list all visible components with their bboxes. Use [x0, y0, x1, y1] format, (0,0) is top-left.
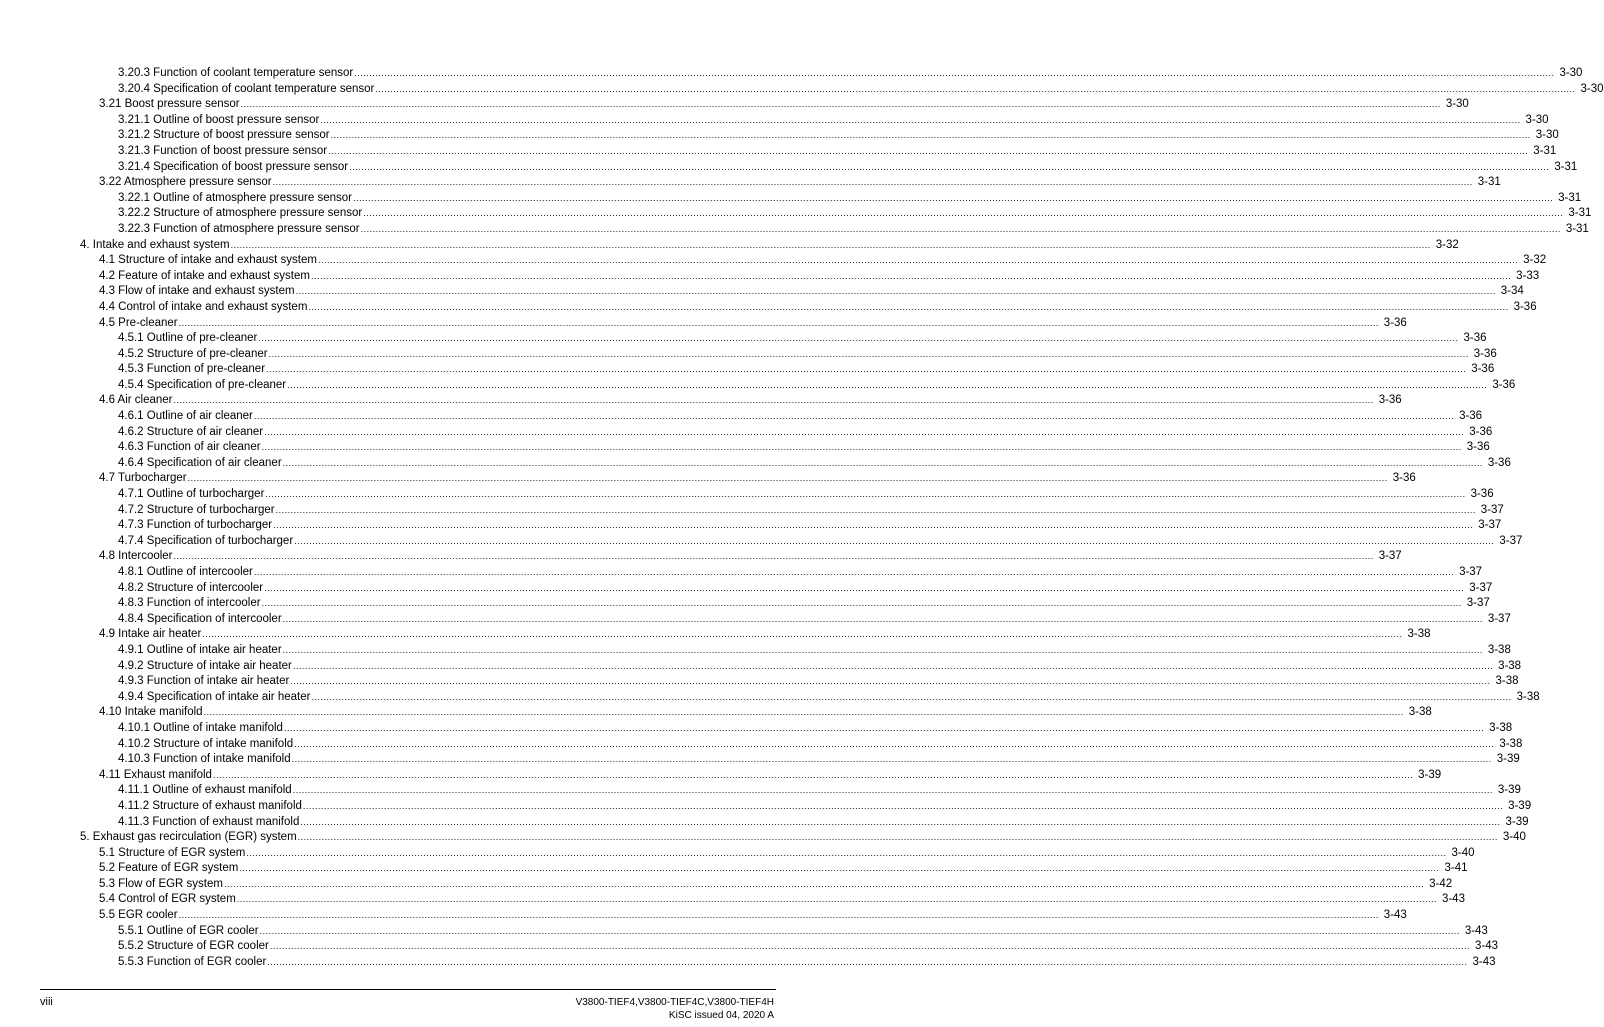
- toc-entry-title: 5.5 EGR cooler: [99, 909, 178, 922]
- toc-dot-leader: ................................................................................................................................................................................................................................................................................................................................................................................................................: [282, 644, 1483, 655]
- toc-dot-leader: ................................................................................................................................................................................................................................................................................................................................................................................................................: [223, 878, 1425, 889]
- toc-dot-leader: ................................................................................................................................................................................................................................................................................................................................................................................................................: [268, 348, 1469, 359]
- toc-entry[interactable]: [0, 393, 1402, 409]
- toc-entry[interactable]: [0, 612, 1511, 628]
- toc-entry[interactable]: [0, 206, 1592, 222]
- toc-dot-leader: ................................................................................................................................................................................................................................................................................................................................................................................................................: [282, 613, 1483, 624]
- toc-entry-title: 4.7.3 Function of turbocharger: [118, 519, 273, 532]
- toc-entry-title: 3.20.4 Specification of coolant temperature sensor: [118, 82, 375, 95]
- toc-entry[interactable]: [0, 440, 1490, 456]
- toc-dot-leader: ................................................................................................................................................................................................................................................................................................................................................................................................................: [202, 629, 1403, 640]
- toc-entry[interactable]: [0, 705, 1432, 721]
- toc-entry-page: 3-32: [1523, 254, 1547, 267]
- toc-entry[interactable]: [0, 269, 1540, 285]
- toc-entry[interactable]: [0, 783, 1521, 799]
- toc-entry[interactable]: [0, 596, 1490, 612]
- toc-entry-title: 4.5.3 Function of pre-cleaner: [118, 363, 266, 376]
- toc-dot-leader: ................................................................................................................................................................................................................................................................................................................................................................................................................: [253, 411, 1455, 422]
- toc-dot-leader: ................................................................................................................................................................................................................................................................................................................................................................................................................: [354, 68, 1555, 78]
- toc-entry-title: 3.21.2 Structure of boost pressure sensor: [118, 129, 330, 142]
- toc-entry[interactable]: [0, 908, 1407, 924]
- toc-entry-page: 3-42: [1429, 877, 1453, 890]
- toc-entry-page: 3-31: [1554, 160, 1578, 173]
- toc-entry[interactable]: [0, 238, 1459, 254]
- toc-entry-title: 4.7.2 Structure of turbocharger: [118, 503, 275, 516]
- toc-dot-leader: ................................................................................................................................................................................................................................................................................................................................................................................................................: [282, 457, 1483, 468]
- toc-dot-leader: ................................................................................................................................................................................................................................................................................................................................................................................................................: [259, 925, 1460, 936]
- toc-dot-leader: ................................................................................................................................................................................................................................................................................................................................................................................................................: [300, 816, 1501, 827]
- toc-entry[interactable]: [0, 737, 1523, 753]
- toc-entry[interactable]: [0, 284, 1524, 300]
- toc-dot-leader: ................................................................................................................................................................................................................................................................................................................................................................................................................: [295, 286, 1496, 297]
- footer-page-number: viii: [40, 996, 53, 1008]
- toc-entry-title: 4.10.2 Structure of intake manifold: [118, 737, 294, 750]
- toc-entry-title: 4.11.3 Function of exhaust manifold: [118, 815, 300, 828]
- toc-entry-title: 4.8.2 Structure of intercooler: [118, 581, 264, 594]
- toc-entry-title: 4.8.3 Function of intercooler: [118, 597, 261, 610]
- toc-entry[interactable]: [0, 347, 1497, 363]
- toc-entry[interactable]: [0, 97, 1469, 113]
- toc-entry-page: 3-31: [1565, 222, 1589, 235]
- footer-issued: KiSC issued 04, 2020 A: [668, 1010, 774, 1021]
- toc-entry-page: 3-32: [1435, 238, 1459, 251]
- toc-entry[interactable]: [0, 66, 1583, 82]
- toc-entry-title: 3.21 Boost pressure sensor: [99, 98, 240, 111]
- toc-dot-leader: ................................................................................................................................................................................................................................................................................................................................................................................................................: [173, 551, 1374, 562]
- toc-entry-title: 3.22.2 Structure of atmosphere pressure sensor: [118, 207, 363, 220]
- toc-entry-page: 3-36: [1473, 347, 1497, 360]
- toc-entry[interactable]: [0, 425, 1493, 441]
- toc-entry[interactable]: [0, 300, 1537, 316]
- toc-entry-page: 3-38: [1407, 628, 1431, 641]
- toc-dot-leader: ................................................................................................................................................................................................................................................................................................................................................................................................................: [349, 161, 1550, 172]
- toc-entry-title: 4.5.1 Outline of pre-cleaner: [118, 332, 258, 345]
- toc-dot-leader: ................................................................................................................................................................................................................................................................................................................................................................................................................: [275, 504, 1476, 515]
- toc-entry[interactable]: [0, 846, 1475, 862]
- toc-dot-leader: ................................................................................................................................................................................................................................................................................................................................................................................................................: [187, 473, 1388, 484]
- toc-entry-title: 4.6.3 Function of air cleaner: [118, 441, 261, 454]
- toc-entry[interactable]: [0, 924, 1488, 940]
- toc-entry-page: 3-36: [1466, 441, 1490, 454]
- toc-entry-title: 3.21.1 Outline of boost pressure sensor: [118, 113, 320, 126]
- toc-entry-page: 3-37: [1466, 597, 1490, 610]
- toc-dot-leader: ................................................................................................................................................................................................................................................................................................................................................................................................................: [317, 255, 1519, 266]
- toc-entry-title: 4.8 Intercooler: [99, 550, 173, 563]
- toc-entry-title: 4.11.2 Structure of exhaust manifold: [118, 799, 302, 812]
- toc-entry-page: 3-43: [1383, 909, 1407, 922]
- toc-entry-title: 5.2 Feature of EGR system: [99, 862, 239, 875]
- toc-dot-leader: ................................................................................................................................................................................................................................................................................................................................................................................................................: [272, 177, 1473, 188]
- toc-entry[interactable]: [0, 175, 1501, 191]
- toc-dot-leader: ................................................................................................................................................................................................................................................................................................................................................................................................................: [290, 676, 1491, 687]
- toc-entry-page: 3-38: [1516, 690, 1540, 703]
- toc-entry-page: 3-40: [1451, 846, 1475, 859]
- toc-entry-page: 3-39: [1508, 799, 1532, 812]
- toc-entry[interactable]: [0, 160, 1578, 176]
- toc-entry-page: 3-31: [1568, 207, 1592, 220]
- toc-dot-leader: ................................................................................................................................................................................................................................................................................................................................................................................................................: [173, 395, 1374, 406]
- toc-entry-title: 4.7.4 Specification of turbocharger: [118, 534, 294, 547]
- toc-entry-page: 3-37: [1480, 503, 1504, 516]
- toc-entry-page: 3-36: [1471, 363, 1495, 376]
- toc-entry-title: 4.6.2 Structure of air cleaner: [118, 425, 264, 438]
- toc-entry-page: 3-38: [1495, 675, 1519, 688]
- toc-entry[interactable]: [0, 128, 1559, 144]
- toc-entry-page: 3-38: [1408, 706, 1432, 719]
- toc-entry-title: 4.9.1 Outline of intake air heater: [118, 643, 282, 656]
- toc-entry-page: 3-43: [1464, 924, 1488, 937]
- toc-entry-title: 4.5 Pre-cleaner: [99, 316, 178, 329]
- toc-entry-title: 3.21.4 Specification of boost pressure sensor: [118, 160, 349, 173]
- toc-dot-leader: ................................................................................................................................................................................................................................................................................................................................................................................................................: [258, 333, 1459, 344]
- footer-info: [576, 996, 774, 1022]
- toc-entry-page: 3-39: [1505, 815, 1529, 828]
- toc-entry-page: 3-36: [1392, 472, 1416, 485]
- toc-entry[interactable]: [0, 534, 1523, 550]
- table-of-contents: [0, 66, 1604, 970]
- toc-entry-page: 3-31: [1477, 176, 1501, 189]
- toc-entry-page: 3-37: [1459, 566, 1483, 578]
- toc-entry-page: 3-31: [1533, 144, 1557, 157]
- toc-dot-leader: ................................................................................................................................................................................................................................................................................................................................................................................................................: [267, 956, 1468, 967]
- toc-dot-leader: ................................................................................................................................................................................................................................................................................................................................................................................................................: [302, 800, 1504, 811]
- toc-dot-leader: ................................................................................................................................................................................................................................................................................................................................................................................................................: [240, 99, 1441, 110]
- toc-dot-leader: ................................................................................................................................................................................................................................................................................................................................................................................................................: [297, 832, 1498, 843]
- toc-entry[interactable]: [0, 378, 1516, 394]
- toc-entry-page: 3-38: [1498, 659, 1522, 672]
- toc-entry-page: 3-43: [1472, 955, 1496, 968]
- toc-entry-title: 4.8.4 Specification of intercooler: [118, 612, 282, 625]
- toc-dot-leader: ................................................................................................................................................................................................................................................................................................................................................................................................................: [328, 145, 1529, 156]
- toc-entry-page: 3-37: [1487, 612, 1511, 625]
- toc-entry-title: 4.6.1 Outline of air cleaner: [118, 410, 253, 423]
- toc-entry[interactable]: [0, 316, 1407, 332]
- toc-entry-title: 4.2 Feature of intake and exhaust system: [99, 269, 310, 282]
- toc-entry-page: 3-36: [1470, 488, 1494, 501]
- toc-dot-leader: ................................................................................................................................................................................................................................................................................................................................................................................................................: [330, 130, 1531, 141]
- toc-entry-page: 3-33: [1516, 269, 1540, 282]
- toc-dot-leader: ................................................................................................................................................................................................................................................................................................................................................................................................................: [261, 598, 1462, 609]
- toc-entry[interactable]: [0, 768, 1442, 784]
- toc-entry-title: 4.10.1 Outline of intake manifold: [118, 721, 283, 734]
- toc-dot-leader: ................................................................................................................................................................................................................................................................................................................................................................................................................: [265, 489, 1466, 500]
- toc-entry-page: 3-34: [1500, 285, 1524, 298]
- toc-entry-title: 4.1 Structure of intake and exhaust system: [99, 254, 317, 267]
- toc-entry-title: 4.6.4 Specification of air cleaner: [118, 456, 282, 469]
- toc-entry-page: 3-30: [1535, 129, 1559, 142]
- toc-dot-leader: ................................................................................................................................................................................................................................................................................................................................................................................................................: [236, 894, 1437, 905]
- toc-entry-title: 4.6 Air cleaner: [99, 394, 173, 407]
- toc-entry[interactable]: [0, 659, 1522, 675]
- toc-entry[interactable]: [0, 674, 1519, 690]
- toc-entry-title: 4.9.4 Specification of intake air heater: [118, 690, 311, 703]
- toc-dot-leader: ................................................................................................................................................................................................................................................................................................................................................................................................................: [320, 114, 1521, 125]
- toc-entry-page: 3-36: [1459, 410, 1483, 423]
- toc-dot-leader: ................................................................................................................................................................................................................................................................................................................................................................................................................: [283, 722, 1485, 733]
- toc-entry-title: 4.3 Flow of intake and exhaust system: [99, 285, 295, 298]
- toc-dot-leader: ................................................................................................................................................................................................................................................................................................................................................................................................................: [246, 847, 1447, 858]
- toc-entry-page: 3-43: [1441, 893, 1465, 906]
- toc-entry[interactable]: [0, 471, 1416, 487]
- toc-entry-title: 4.4 Control of intake and exhaust system: [99, 300, 308, 313]
- toc-entry-title: 5.5.3 Function of EGR cooler: [118, 955, 267, 968]
- toc-entry-title: 3.22.1 Outline of atmosphere pressure sensor: [118, 191, 352, 204]
- toc-entry-title: 5. Exhaust gas recirculation (EGR) system: [80, 831, 297, 844]
- toc-dot-leader: ................................................................................................................................................................................................................................................................................................................................................................................................................: [360, 223, 1561, 234]
- toc-entry[interactable]: [0, 799, 1532, 815]
- toc-entry-title: 4.11 Exhaust manifold: [99, 768, 212, 781]
- toc-entry[interactable]: [0, 939, 1499, 955]
- toc-entry[interactable]: [0, 503, 1504, 519]
- toc-entry-page: 3-39: [1497, 784, 1521, 797]
- toc-entry-title: 4.7.1 Outline of turbocharger: [118, 488, 265, 501]
- toc-entry[interactable]: [0, 955, 1496, 971]
- toc-entry[interactable]: [0, 191, 1582, 207]
- toc-entry-title: 3.22 Atmosphere pressure sensor: [99, 176, 272, 189]
- toc-entry[interactable]: [0, 690, 1540, 706]
- toc-entry[interactable]: [0, 549, 1402, 565]
- toc-entry[interactable]: [0, 487, 1494, 503]
- toc-entry-page: 3-38: [1489, 721, 1513, 734]
- toc-dot-leader: ................................................................................................................................................................................................................................................................................................................................................................................................................: [264, 426, 1465, 437]
- toc-entry-title: 4.5.4 Specification of pre-cleaner: [118, 378, 287, 391]
- toc-entry[interactable]: [0, 144, 1557, 160]
- toc-dot-leader: ................................................................................................................................................................................................................................................................................................................................................................................................................: [269, 941, 1471, 952]
- toc-dot-leader: ................................................................................................................................................................................................................................................................................................................................................................................................................: [375, 83, 1576, 94]
- toc-entry-page: 3-30: [1559, 67, 1583, 79]
- toc-dot-leader: ................................................................................................................................................................................................................................................................................................................................................................................................................: [266, 364, 1467, 375]
- toc-entry[interactable]: [0, 253, 1547, 269]
- toc-entry[interactable]: [0, 581, 1493, 597]
- toc-entry[interactable]: [0, 877, 1453, 893]
- toc-dot-leader: ................................................................................................................................................................................................................................................................................................................................................................................................................: [363, 208, 1564, 219]
- toc-entry-page: 3-43: [1475, 940, 1499, 953]
- toc-dot-leader: ................................................................................................................................................................................................................................................................................................................................................................................................................: [273, 520, 1474, 531]
- toc-dot-leader: ................................................................................................................................................................................................................................................................................................................................................................................................................: [352, 192, 1554, 203]
- toc-entry-title: 4.11.1 Outline of exhaust manifold: [118, 784, 292, 797]
- toc-entry[interactable]: [0, 752, 1520, 768]
- toc-entry[interactable]: [0, 222, 1589, 238]
- toc-entry-title: 4.10 Intake manifold: [99, 706, 203, 719]
- toc-entry[interactable]: [0, 113, 1549, 129]
- toc-entry[interactable]: [0, 456, 1511, 472]
- toc-entry-page: 3-40: [1502, 831, 1526, 844]
- toc-entry-title: 4.9.3 Function of intake air heater: [118, 675, 290, 688]
- toc-entry-title: 3.20.3 Function of coolant temperature sensor: [118, 67, 354, 79]
- toc-entry[interactable]: [0, 721, 1513, 737]
- toc-dot-leader: ................................................................................................................................................................................................................................................................................................................................................................................................................: [311, 691, 1512, 702]
- toc-entry-page: 3-37: [1469, 581, 1493, 594]
- toc-entry-page: 3-36: [1463, 332, 1487, 345]
- toc-entry-title: 4.8.1 Outline of intercooler: [118, 566, 253, 578]
- toc-entry-title: 5.4 Control of EGR system: [99, 893, 236, 906]
- toc-entry-page: 3-30: [1445, 98, 1469, 111]
- toc-dot-leader: ................................................................................................................................................................................................................................................................................................................................................................................................................: [203, 707, 1404, 718]
- toc-entry-page: 3-39: [1496, 753, 1520, 766]
- toc-entry[interactable]: [0, 518, 1502, 534]
- toc-entry-page: 3-36: [1383, 316, 1407, 329]
- toc-entry-title: 5.1 Structure of EGR system: [99, 846, 246, 859]
- toc-dot-leader: ................................................................................................................................................................................................................................................................................................................................................................................................................: [239, 863, 1440, 874]
- toc-dot-leader: ................................................................................................................................................................................................................................................................................................................................................................................................................: [310, 270, 1512, 281]
- toc-entry-title: 4. Intake and exhaust system: [80, 238, 230, 251]
- toc-entry-page: 3-36: [1492, 378, 1516, 391]
- toc-entry-page: 3-37: [1478, 519, 1502, 532]
- toc-dot-leader: ................................................................................................................................................................................................................................................................................................................................................................................................................: [230, 239, 1431, 250]
- toc-entry-title: 4.9.2 Structure of intake air heater: [118, 659, 292, 672]
- toc-dot-leader: ................................................................................................................................................................................................................................................................................................................................................................................................................: [294, 535, 1495, 546]
- toc-dot-leader: ................................................................................................................................................................................................................................................................................................................................................................................................................: [253, 567, 1455, 577]
- toc-entry[interactable]: [0, 643, 1511, 659]
- toc-entry-title: 3.22.3 Function of atmosphere pressure sensor: [118, 222, 360, 235]
- toc-entry[interactable]: [0, 815, 1529, 831]
- toc-entry[interactable]: [0, 331, 1487, 347]
- toc-entry-page: 3-39: [1418, 768, 1442, 781]
- toc-dot-leader: ................................................................................................................................................................................................................................................................................................................................................................................................................: [178, 910, 1379, 921]
- toc-entry-page: 3-38: [1487, 643, 1511, 656]
- toc-entry-title: 5.3 Flow of EGR system: [99, 877, 223, 890]
- toc-entry-page: 3-37: [1499, 534, 1523, 547]
- toc-dot-leader: ................................................................................................................................................................................................................................................................................................................................................................................................................: [261, 442, 1462, 453]
- footer-models: V3800-TIEF4,V3800-TIEF4C,V3800-TIEF4H: [575, 997, 774, 1008]
- toc-entry-page: 3-30: [1525, 113, 1549, 126]
- toc-entry-title: 4.5.2 Structure of pre-cleaner: [118, 347, 268, 360]
- toc-entry[interactable]: [0, 82, 1604, 98]
- toc-dot-leader: ................................................................................................................................................................................................................................................................................................................................................................................................................: [294, 738, 1495, 749]
- toc-dot-leader: ................................................................................................................................................................................................................................................................................................................................................................................................................: [308, 301, 1509, 312]
- toc-dot-leader: ................................................................................................................................................................................................................................................................................................................................................................................................................: [212, 769, 1414, 780]
- toc-entry[interactable]: [0, 627, 1431, 643]
- toc-entry-page: 3-31: [1558, 191, 1582, 204]
- toc-entry-title: 4.9 Intake air heater: [99, 628, 202, 641]
- toc-dot-leader: ................................................................................................................................................................................................................................................................................................................................................................................................................: [264, 582, 1465, 593]
- toc-entry-title: 5.5.1 Outline of EGR cooler: [118, 924, 259, 937]
- toc-entry-page: 3-36: [1487, 456, 1511, 469]
- toc-dot-leader: ................................................................................................................................................................................................................................................................................................................................................................................................................: [292, 785, 1493, 796]
- toc-dot-leader: ................................................................................................................................................................................................................................................................................................................................................................................................................: [287, 379, 1488, 390]
- toc-entry-page: 3-41: [1444, 862, 1468, 875]
- toc-entry-title: 5.5.2 Structure of EGR cooler: [118, 940, 269, 953]
- toc-entry-title: 4.7 Turbocharger: [99, 472, 187, 485]
- toc-entry[interactable]: [0, 861, 1468, 877]
- toc-entry[interactable]: [0, 830, 1526, 846]
- toc-entry-title: 3.21.3 Function of boost pressure sensor: [118, 144, 328, 157]
- toc-entry[interactable]: [0, 565, 1483, 581]
- footer-divider: [40, 989, 776, 990]
- toc-dot-leader: ................................................................................................................................................................................................................................................................................................................................................................................................................: [291, 754, 1492, 765]
- toc-entry-page: 3-30: [1580, 82, 1604, 95]
- toc-entry[interactable]: [0, 892, 1465, 908]
- toc-entry-page: 3-36: [1513, 300, 1537, 313]
- toc-dot-leader: ................................................................................................................................................................................................................................................................................................................................................................................................................: [178, 317, 1379, 328]
- toc-entry-title: 4.10.3 Function of intake manifold: [118, 753, 291, 766]
- toc-entry-page: 3-36: [1378, 394, 1402, 407]
- toc-entry-page: 3-36: [1469, 425, 1493, 438]
- toc-entry[interactable]: [0, 362, 1495, 378]
- toc-entry-page: 3-38: [1499, 737, 1523, 750]
- toc-dot-leader: ................................................................................................................................................................................................................................................................................................................................................................................................................: [292, 660, 1494, 671]
- toc-entry[interactable]: [0, 409, 1483, 425]
- toc-entry-page: 3-37: [1378, 550, 1402, 563]
